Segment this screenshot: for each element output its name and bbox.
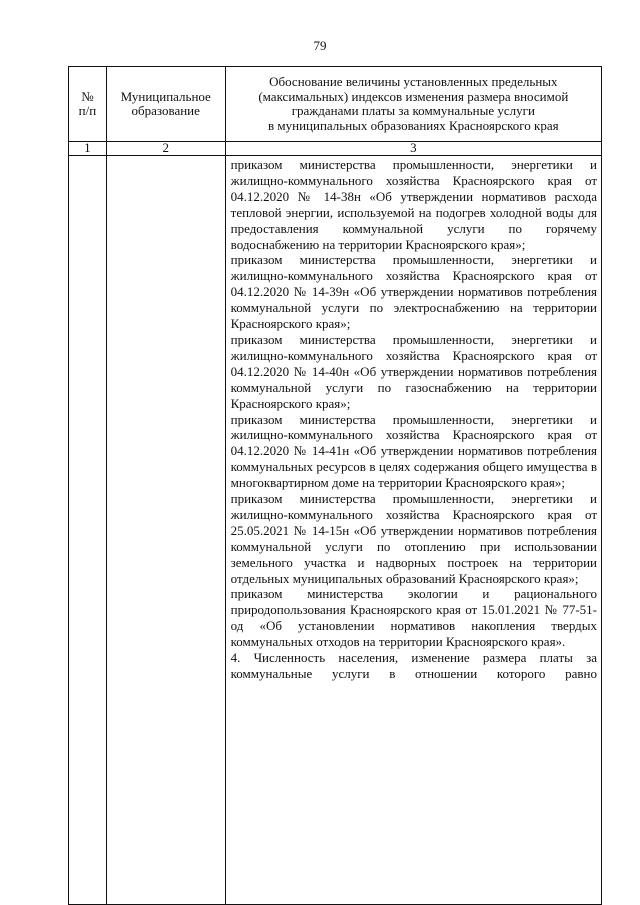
order-paragraph-1: приказом министерства промышленности, энергетики и жилищно-коммунального хозяйства Красноярского края от 04.12.2020 № 14-38н «Об утверждении нормативов расхода тепловой энергии, используемой на подогрев холодной воды для предоставления коммунальной услуги по горячему водоснабжению на территории Красноярского края»; <box>230 157 597 252</box>
header-justification-line2: (максимальных) индексов изменения размера вносимой <box>258 88 569 104</box>
page-number: 79 <box>313 38 327 53</box>
body-number-cell <box>69 156 107 905</box>
column-number-row <box>69 142 602 156</box>
justification-table <box>68 66 602 905</box>
section-4-paragraph: 4. Численность населения, изменение размера платы за коммунальные услуги в отношении которого равно <box>230 650 597 681</box>
header-number-cell <box>69 67 107 142</box>
header-number-line2: п/п <box>78 103 97 118</box>
header-municipality-line1: Муниципальное <box>120 88 211 104</box>
column-number-2: 2 <box>106 142 225 156</box>
column-number-1: 1 <box>69 142 107 156</box>
body-justification-cell <box>225 156 601 905</box>
order-paragraph-6: приказом министерства экологии и рационального природопользования Красноярского края от 15.01.2021 № 77-51-од «Об установлении нормативов накопления твердых коммунальных отходов на территории Красноярского края». <box>230 586 597 650</box>
header-justification-line4: в муниципальных образованиях Красноярского края <box>268 117 559 133</box>
header-number-line1: № <box>81 88 94 104</box>
body-municipality-cell <box>106 156 225 905</box>
order-paragraph-2: приказом министерства промышленности, энергетики и жилищно-коммунального хозяйства Красноярского края от 04.12.2020 № 14-39н «Об утверждении нормативов потребления коммунальной услуги по электроснабжению на территории Красноярского края»; <box>230 252 597 332</box>
header-justification-line1: Обоснование величины установленных предельных <box>269 74 558 89</box>
column-number-3: 3 <box>225 142 601 156</box>
table-header-row <box>69 67 602 142</box>
order-paragraph-3: приказом министерства промышленности, энергетики и жилищно-коммунального хозяйства Красноярского края от 04.12.2020 № 14-40н «Об утверждении нормативов потребления коммунальной услуги по газоснабжению на территории Красноярского края»; <box>230 331 597 411</box>
header-justification-cell <box>225 67 601 142</box>
order-paragraph-4: приказом министерства промышленности, энергетики и жилищно-коммунального хозяйства Красноярского края от 04.12.2020 № 14-41н «Об утверждении нормативов потребления коммунальных ресурсов в целях содержания общего имущества в многоквартирном доме на территории Красноярского края»; <box>230 411 597 491</box>
header-municipality-line2: образование <box>131 103 200 118</box>
order-paragraph-5: приказом министерства промышленности, энергетики и жилищно-коммунального хозяйства Красноярского края от 25.05.2021 № 14-15н «Об утверждении нормативов потребления коммунальной услуги по отоплению при использовании земельного участка и надворных построек на территории отдельных муниципальных образований Красноярского края»; <box>230 491 597 586</box>
header-justification-line3: гражданами платы за коммунальные услуги <box>291 103 535 118</box>
header-municipality-cell <box>106 67 225 142</box>
table-body-row <box>69 156 602 905</box>
